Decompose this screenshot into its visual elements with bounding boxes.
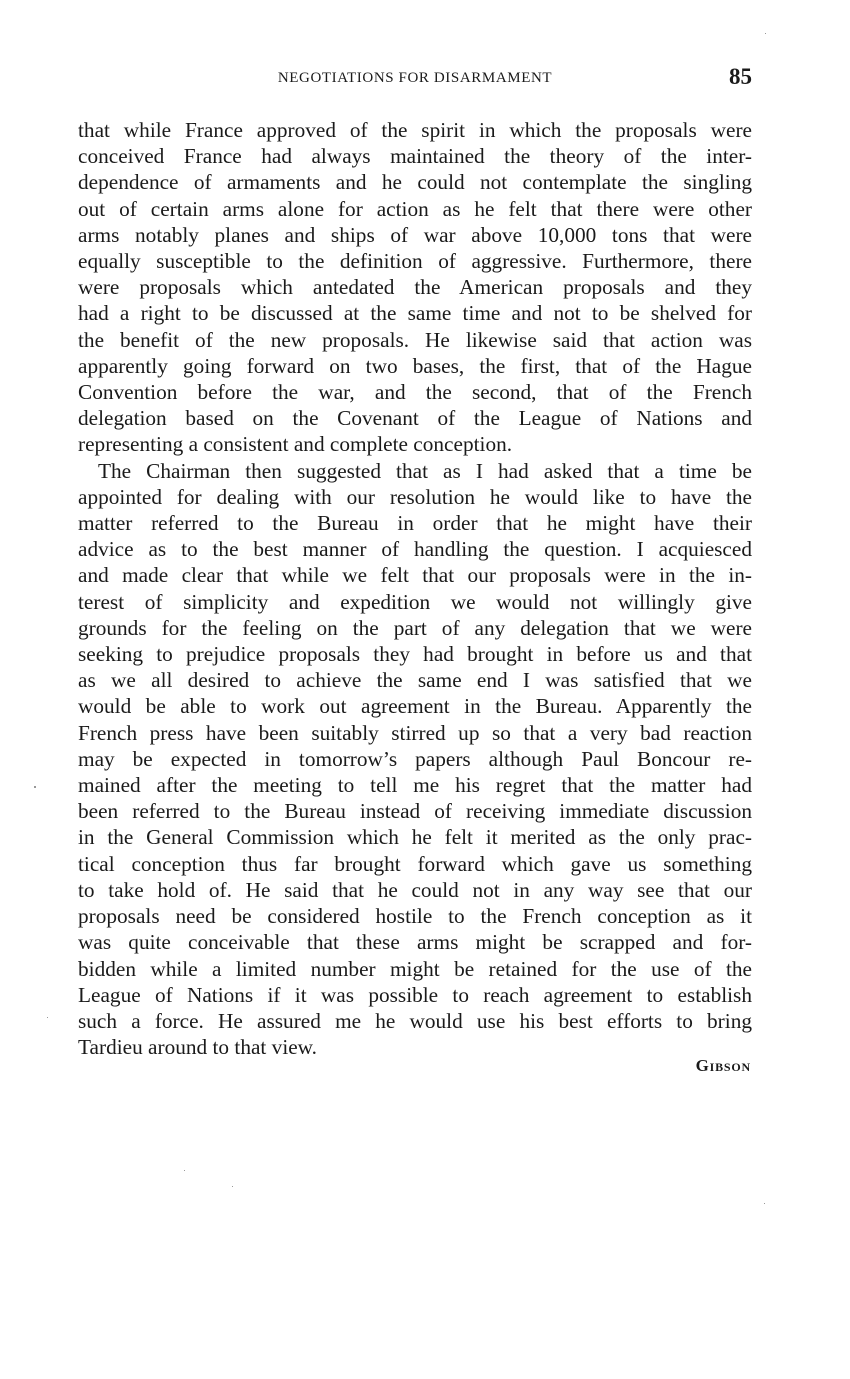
- text-line: been referred to the Bureau instead of receiving immediate discussion: [78, 799, 752, 824]
- text-line: Tardieu around to that view.: [78, 1035, 318, 1060]
- text-line: representing a consistent and complete conception.: [78, 432, 513, 457]
- text-line: as we all desired to achieve the same end I was satisfied that we: [78, 668, 752, 693]
- page-number: 85: [729, 64, 752, 89]
- page-speck: [47, 1017, 48, 1018]
- text-line: to take hold of. He said that he could not in any way see that our: [78, 877, 752, 902]
- text-line: appointed for dealing with our resolution he would like to have the: [78, 484, 752, 509]
- text-line: advice as to the best manner of handling the question. I acquiesced: [78, 537, 752, 562]
- paragraph-2: [78, 458, 752, 1061]
- text-line: The Chairman then suggested that as I had asked that a time be: [98, 458, 752, 483]
- page-speck: [764, 1203, 765, 1204]
- text-line: tical conception thus far brought forward which gave us something: [78, 851, 752, 876]
- text-line: may be expected in tomorrow’s papers although Paul Boncour re-: [78, 746, 752, 771]
- text-line: such a force. He assured me he would use his best efforts to bring: [78, 1008, 752, 1033]
- text-line: terest of simplicity and expedition we would not willingly give: [78, 589, 752, 614]
- text-line: the benefit of the new proposals. He likewise said that action was: [78, 327, 752, 352]
- text-line: dependence of armaments and he could not contemplate the singling: [78, 170, 752, 195]
- running-title: NEGOTIATIONS FOR DISARMAMENT: [277, 70, 553, 86]
- text-line: proposals need be considered hostile to the French conception as it: [78, 904, 752, 929]
- page-speck: [232, 1186, 233, 1187]
- text-line: grounds for the feeling on the part of any delegation that we were: [78, 615, 752, 640]
- paragraph-1: [78, 117, 752, 458]
- text-line: that while France approved of the spirit in which the proposals were: [78, 118, 752, 142]
- text-line: out of certain arms alone for action as he felt that there were other: [78, 196, 752, 221]
- text-line: in the General Commission which he felt it merited as the only prac-: [78, 825, 752, 850]
- signature: Gibson: [695, 1056, 751, 1075]
- page-speck: [184, 1170, 185, 1171]
- text-line: and made clear that while we felt that our proposals were in the in-: [78, 563, 752, 588]
- text-line: mained after the meeting to tell me his regret that the matter had: [78, 773, 752, 798]
- page-speck: [765, 33, 766, 34]
- text-line: would be able to work out agreement in the Bureau. Apparently the: [78, 694, 752, 719]
- text-line: arms notably planes and ships of war above 10,000 tons that were: [78, 222, 752, 247]
- body-text: [78, 117, 752, 1060]
- text-line: apparently going forward on two bases, the first, that of the Hague: [78, 353, 752, 378]
- text-line: conceived France had always maintained the theory of the inter-: [78, 144, 752, 169]
- page-speck: [34, 786, 36, 788]
- text-line: were proposals which antedated the American proposals and they: [78, 275, 752, 300]
- running-head: [78, 62, 752, 96]
- text-line: was quite conceivable that these arms might be scrapped and for-: [78, 930, 752, 955]
- text-line: Convention before the war, and the second, that of the French: [78, 380, 752, 405]
- text-line: matter referred to the Bureau in order that he might have their: [78, 511, 752, 536]
- text-line: bidden while a limited number might be retained for the use of the: [78, 956, 752, 981]
- text-line: French press have been suitably stirred up so that a very bad reaction: [78, 720, 752, 745]
- text-line: equally susceptible to the definition of aggressive. Furthermore, there: [78, 249, 752, 274]
- text-line: League of Nations if it was possible to reach agreement to establish: [78, 982, 752, 1007]
- text-line: delegation based on the Covenant of the League of Nations and: [78, 406, 752, 431]
- text-line: had a right to be discussed at the same time and not to be shelved for: [78, 301, 752, 326]
- text-line: seeking to prejudice proposals they had brought in before us and that: [78, 642, 752, 667]
